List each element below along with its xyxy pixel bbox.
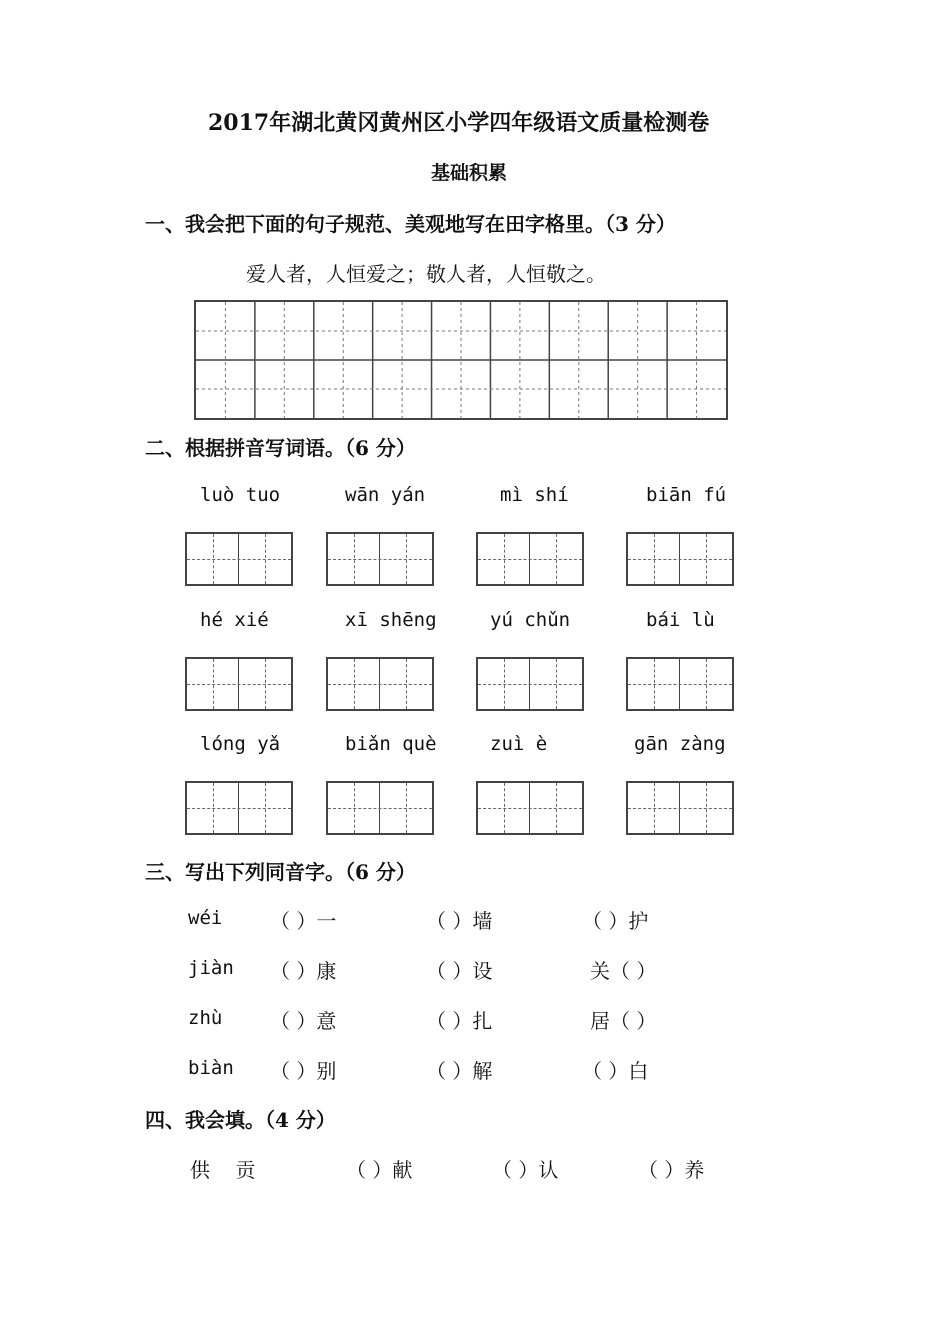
homophone-blank[interactable]: （ ）别 bbox=[270, 1059, 337, 1083]
homophone-blank[interactable]: （ ）扎 bbox=[426, 1009, 493, 1033]
answer-box[interactable] bbox=[476, 781, 584, 835]
pinyin-label: xī shēng bbox=[345, 609, 437, 631]
pinyin-label: zuì è bbox=[490, 733, 548, 755]
homophone-blank[interactable]: （ ）白 bbox=[582, 1059, 649, 1083]
writing-grid-lines bbox=[196, 302, 726, 418]
fill-blank[interactable]: （ ）认 bbox=[492, 1158, 559, 1182]
question-4-heading: 四、我会填。（4 分） bbox=[145, 1108, 336, 1132]
question-1-sentence: 爱人者，人恒爱之；敬人者，人恒敬之。 bbox=[246, 262, 606, 286]
homophone-pinyin: zhù bbox=[188, 1007, 223, 1029]
homophone-blank[interactable]: （ ）设 bbox=[426, 959, 493, 983]
answer-box[interactable] bbox=[185, 532, 293, 586]
homophone-blank[interactable]: （ ）解 bbox=[426, 1059, 493, 1083]
pinyin-label: lóng yǎ bbox=[200, 733, 281, 755]
question-2-heading: 二、根据拼音写词语。（6 分） bbox=[145, 436, 416, 460]
homophone-pinyin: biàn bbox=[188, 1057, 234, 1079]
homophone-blank[interactable]: 关（ ） bbox=[590, 959, 657, 983]
pinyin-label: gān zàng bbox=[634, 733, 726, 755]
answer-box[interactable] bbox=[326, 657, 434, 711]
homophone-blank[interactable]: （ ）一 bbox=[270, 909, 337, 933]
pinyin-label: bái lù bbox=[646, 609, 715, 631]
question-1-heading: 一、我会把下面的句子规范、美观地写在田字格里。（3 分） bbox=[145, 212, 676, 236]
fill-label: 供 贡 bbox=[190, 1158, 256, 1182]
pinyin-label: wān yán bbox=[345, 484, 426, 506]
answer-box[interactable] bbox=[185, 657, 293, 711]
answer-box[interactable] bbox=[326, 781, 434, 835]
answer-box[interactable] bbox=[626, 657, 734, 711]
homophone-blank[interactable]: 居（ ） bbox=[590, 1009, 657, 1033]
section-subtitle: 基础积累 bbox=[431, 162, 508, 184]
pinyin-label: yú chǔn bbox=[490, 609, 571, 631]
answer-box[interactable] bbox=[476, 657, 584, 711]
homophone-blank[interactable]: （ ）墙 bbox=[426, 909, 493, 933]
answer-box[interactable] bbox=[326, 532, 434, 586]
pinyin-label: biān fú bbox=[646, 484, 727, 506]
pinyin-label: biǎn què bbox=[345, 733, 437, 755]
answer-box[interactable] bbox=[476, 532, 584, 586]
homophone-pinyin: wéi bbox=[188, 907, 223, 929]
answer-box[interactable] bbox=[626, 532, 734, 586]
fill-blank[interactable]: （ ）献 bbox=[346, 1158, 413, 1182]
pinyin-label: mì shí bbox=[500, 484, 569, 506]
writing-grid[interactable] bbox=[194, 300, 728, 420]
page-title: 2017年湖北黄冈黄州区小学四年级语文质量检测卷 bbox=[208, 110, 710, 136]
homophone-blank[interactable]: （ ）护 bbox=[582, 909, 649, 933]
answer-box[interactable] bbox=[185, 781, 293, 835]
pinyin-label: hé xié bbox=[200, 609, 269, 631]
homophone-blank[interactable]: （ ）康 bbox=[270, 959, 337, 983]
answer-box[interactable] bbox=[626, 781, 734, 835]
pinyin-label: luò tuo bbox=[200, 484, 281, 506]
question-3-heading: 三、写出下列同音字。（6 分） bbox=[145, 860, 416, 884]
fill-blank[interactable]: （ ）养 bbox=[638, 1158, 705, 1182]
homophone-blank[interactable]: （ ）意 bbox=[270, 1009, 337, 1033]
homophone-pinyin: jiàn bbox=[188, 957, 234, 979]
